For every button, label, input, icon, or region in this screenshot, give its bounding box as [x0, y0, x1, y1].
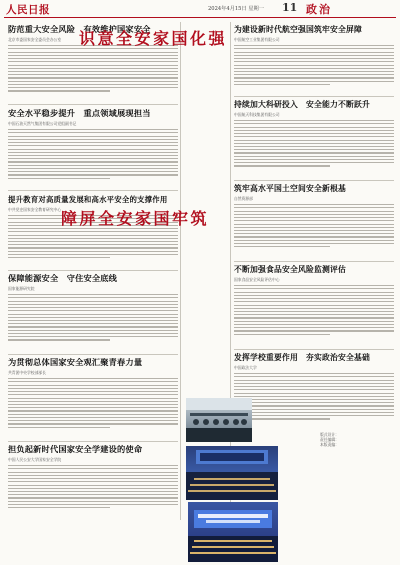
article-headline: 担负起新时代国家安全学建设的使命	[8, 444, 143, 454]
article-byline: 中国石油天然气集团有限公司党组副书记	[8, 121, 77, 126]
article-headline: 提升教育对高质量发展和高水平安全的支撑作用	[8, 195, 168, 204]
article-divider	[234, 261, 394, 262]
article-byline: 国家食品安全风险评估中心	[234, 277, 280, 282]
article-block	[234, 352, 394, 430]
article-byline: 中共党史国家安全教育研究中心	[8, 207, 62, 212]
article-byline: 北京市委国家安全委员会办公室	[8, 37, 62, 42]
article-headline: 发挥学校重要作用 夯实政治安全基础	[234, 353, 370, 362]
editor-credits	[320, 432, 339, 447]
article-byline: 自然资源部	[234, 196, 253, 201]
article-byline: 中国航天科技集团有限公司	[234, 112, 280, 117]
article-block	[234, 24, 394, 94]
credit-line: 版式设计：	[320, 432, 339, 437]
article-divider	[8, 354, 178, 355]
article-block	[8, 273, 178, 351]
article-block	[8, 444, 178, 520]
article-headline: 持续加大科研投入 安全能力不断跃升	[234, 100, 370, 109]
article-block	[234, 264, 394, 346]
article-headline: 安全水平稳步提升 重点领域展现担当	[8, 108, 151, 118]
article-byline: 中国人民公安大学国家安全学院	[8, 457, 62, 462]
article-headline: 防范重大安全风险 有效维护国家安全	[8, 24, 151, 34]
article-divider	[8, 190, 178, 191]
credit-line: 本版责编：	[320, 442, 339, 447]
article-divider	[8, 104, 178, 105]
central-title-line-2: 筑牢国家安全屏障	[58, 210, 207, 226]
date-line: 2024年4月15日 星期一	[208, 6, 264, 12]
column-divider	[180, 22, 181, 520]
photo-graphic	[186, 398, 252, 442]
article-divider	[8, 441, 178, 442]
article-divider	[234, 349, 394, 350]
article-byline: 中国航空工业集团有限公司	[234, 37, 280, 42]
article-divider	[8, 270, 178, 271]
article-byline: 共青团中央学校部部长	[8, 370, 46, 375]
article-body	[8, 465, 178, 541]
masthead	[0, 0, 400, 17]
article-block	[8, 357, 178, 439]
article-divider	[234, 96, 394, 97]
article-headline: 为贯彻总体国家安全观汇聚青春力量	[8, 357, 143, 367]
header-rule	[4, 17, 396, 18]
article-block	[8, 194, 178, 268]
article-divider	[234, 180, 394, 181]
article-headline: 为建设新时代航空强国筑牢安全屏障	[234, 25, 362, 34]
photo-graphic	[186, 446, 278, 500]
article-block	[234, 183, 394, 258]
credit-line: 责任编辑：	[320, 437, 339, 442]
central-title-line-1: 强化国家安全意识	[76, 30, 225, 46]
article-byline: 国家能源研究院	[8, 286, 35, 291]
conference-hall-photo	[186, 446, 278, 500]
article-headline: 不断加强食品安全风险监测评估	[234, 265, 346, 274]
article-headline: 保障能源安全 守住安全底线	[8, 273, 118, 283]
page-number: 11	[282, 1, 298, 14]
photo-graphic	[188, 502, 278, 562]
article-block	[8, 108, 178, 188]
article-block	[234, 99, 394, 177]
section-title: 政治	[306, 3, 332, 16]
article-body	[234, 373, 394, 451]
article-headline: 筑牢高水平国土空间安全新根基	[234, 184, 346, 193]
conference-banner-photo	[188, 502, 278, 562]
newspaper-logo: 人民日报	[6, 4, 50, 16]
conference-photo-small	[186, 398, 252, 442]
article-byline: 中国政法大学	[234, 365, 257, 370]
